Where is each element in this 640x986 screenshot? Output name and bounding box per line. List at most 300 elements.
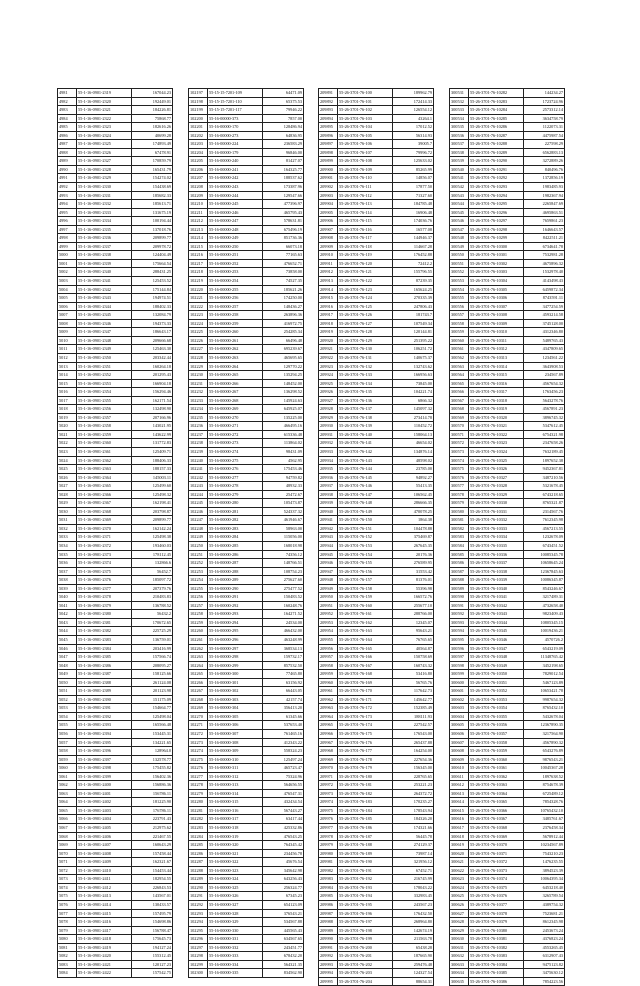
table-row: [319, 858, 434, 867]
row-code-cell: 55-26-3701-76-10296: [469, 208, 524, 217]
row-code-cell: 55-16-00000-280: [208, 499, 263, 508]
table-row: [189, 217, 304, 226]
row-id-cell: 102233: [189, 396, 208, 405]
row-code-cell: 55-26-3701-76-10323: [469, 439, 524, 448]
row-amount-cell: 175664.54: [132, 259, 173, 268]
row-amount-cell: 110452.72: [393, 422, 434, 431]
row-amount-cell: 174893.49: [132, 140, 173, 149]
row-amount-cell: 9475123.82: [524, 960, 565, 969]
table-row: [450, 943, 565, 952]
row-id-cell: 5004: [58, 285, 77, 294]
row-code-cell: 55-16-00000-321: [208, 849, 263, 858]
table-block-1: [57, 88, 169, 978]
row-id-cell: 5007: [58, 311, 77, 320]
row-amount-cell: 132084.79: [132, 311, 173, 320]
row-id-cell: 5046: [58, 644, 77, 653]
row-amount-cell: 128486.94: [263, 123, 304, 132]
table-row: [319, 627, 434, 636]
row-code-cell: 55-26-3701-76-10351: [469, 678, 524, 687]
row-id-cell: 4997: [58, 225, 77, 234]
row-amount-cell: 432434.54: [263, 798, 304, 807]
row-id-cell: 102218: [189, 268, 208, 277]
row-amount-cell: 3487210.56: [524, 473, 565, 482]
row-code-cell: 55-26-3701-76-10358: [469, 738, 524, 747]
row-amount-cell: 158064.13: [393, 430, 434, 439]
row-id-cell: 300542: [450, 183, 469, 192]
row-code-cell: 55-26-3701-76-145: [338, 473, 393, 482]
row-code-cell: 55-26-3701-76-176: [338, 738, 393, 747]
table-row: [450, 516, 565, 525]
table-row: [189, 413, 304, 422]
row-amount-cell: 170672.65: [132, 618, 173, 627]
row-code-cell: 55-26-3701-76-138: [338, 413, 393, 422]
table-row: [58, 302, 173, 311]
row-id-cell: 5027: [58, 482, 77, 491]
row-id-cell: 102259: [189, 618, 208, 627]
table-row: [319, 524, 434, 533]
row-code-cell: 55-26-3701-76-10363: [469, 781, 524, 790]
row-id-cell: 300627: [450, 909, 469, 918]
row-amount-cell: 181225.90: [132, 798, 173, 807]
row-id-cell: 5084: [58, 969, 77, 978]
table-row: [58, 892, 173, 901]
row-amount-cell: 10805345.15: [524, 618, 565, 627]
row-id-cell: 209956: [319, 644, 338, 653]
row-code-cell: 55-16-00000-275: [208, 456, 263, 465]
row-amount-cell: 172414.33: [393, 97, 434, 106]
table-row: [450, 97, 565, 106]
row-code-cell: 55-1-16-0901-2353: [77, 379, 132, 388]
row-id-cell: 300603: [450, 704, 469, 713]
row-code-cell: 55-26-3701-76-153: [338, 541, 393, 550]
table-row: [319, 405, 434, 414]
row-amount-cell: 3452198.65: [524, 661, 565, 670]
row-code-cell: 55-26-3701-76-10354: [469, 704, 524, 713]
row-id-cell: 209937: [319, 482, 338, 491]
row-amount-cell: 564321.35: [263, 960, 304, 969]
table-row: [450, 883, 565, 892]
table-row: [319, 422, 434, 431]
row-id-cell: 300540: [450, 165, 469, 174]
table-row: [319, 721, 434, 730]
row-amount-cell: 273414.78: [393, 413, 434, 422]
row-id-cell: 209993: [319, 960, 338, 969]
row-amount-cell: 558324.23: [263, 747, 304, 756]
data-table: [57, 88, 173, 978]
row-amount-cell: 81427.07: [263, 157, 304, 166]
row-code-cell: 55-1-16-0901-2358: [77, 422, 132, 431]
row-id-cell: 5068: [58, 832, 77, 841]
row-id-cell: 102299: [189, 960, 208, 969]
row-id-cell: 102292: [189, 900, 208, 909]
row-id-cell: 102201: [189, 123, 208, 132]
row-code-cell: 55-26-3701-76-149: [338, 507, 393, 516]
row-code-cell: 55-26-3701-76-117: [338, 234, 393, 243]
row-code-cell: 55-26-3701-76-10376: [469, 892, 524, 901]
row-id-cell: 5006: [58, 302, 77, 311]
row-amount-cell: 67345.23: [263, 892, 304, 901]
row-code-cell: 55-1-16-0901-2333: [77, 208, 132, 217]
row-code-cell: 55-26-3701-76-10287: [469, 131, 524, 140]
row-amount-cell: 153445.31: [132, 730, 173, 739]
row-id-cell: 5000: [58, 251, 77, 260]
row-id-cell: 209967: [319, 738, 338, 747]
row-id-cell: 300584: [450, 541, 469, 550]
row-amount-cell: 376543.21: [263, 909, 304, 918]
row-id-cell: 209923: [319, 362, 338, 371]
row-id-cell: 5066: [58, 815, 77, 824]
table-row: [189, 456, 304, 465]
row-id-cell: 102252: [189, 559, 208, 568]
row-code-cell: 55-16-00000-335: [208, 969, 263, 978]
row-id-cell: 300581: [450, 516, 469, 525]
row-id-cell: 300559: [450, 328, 469, 337]
table-row: [58, 858, 173, 867]
row-code-cell: 55-16-00000-241: [208, 165, 263, 174]
row-code-cell: 55-26-3701-76-189: [338, 849, 393, 858]
table-row: [58, 593, 173, 602]
row-id-cell: 102296: [189, 935, 208, 944]
table-row: [319, 268, 434, 277]
row-amount-cell: 81376.01: [393, 576, 434, 585]
row-code-cell: 55-16-00000-326: [208, 892, 263, 901]
table-row: [189, 610, 304, 619]
row-code-cell: 55-16-00000-302: [208, 687, 263, 696]
table-row: [450, 730, 565, 739]
row-code-cell: 55-1-16-0901-2373: [77, 550, 132, 559]
table-row: [319, 969, 434, 978]
table-row: [189, 225, 304, 234]
row-amount-cell: 412343.22: [263, 738, 304, 747]
table-row: [319, 388, 434, 397]
row-code-cell: 55-1-16-0901-2409: [77, 858, 132, 867]
row-id-cell: 102298: [189, 952, 208, 961]
row-code-cell: 55-26-3701-76-10322: [469, 430, 524, 439]
table-row: [58, 541, 173, 550]
row-id-cell: 102274: [189, 747, 208, 756]
row-amount-cell: 157542.75: [132, 969, 173, 978]
row-amount-cell: 23785.00: [393, 465, 434, 474]
row-id-cell: 209964: [319, 712, 338, 721]
row-code-cell: 55-26-3701-76-10315: [469, 371, 524, 380]
row-amount-cell: 1122073.31: [524, 123, 565, 132]
row-amount-cell: 476543.25: [263, 832, 304, 841]
row-amount-cell: 201295.43: [132, 371, 173, 380]
table-row: [450, 704, 565, 713]
row-amount-cell: 524337.32: [263, 507, 304, 516]
row-code-cell: 55-1-16-0901-2351: [77, 362, 132, 371]
row-code-cell: 55-26-3701-76-10303: [469, 268, 524, 277]
row-code-cell: 55-1-16-0901-2331: [77, 191, 132, 200]
row-amount-cell: 1983485.93: [524, 183, 565, 192]
table-row: [189, 969, 304, 978]
table-row: [450, 764, 565, 773]
table-row: [319, 516, 434, 525]
table-row: [319, 302, 434, 311]
row-amount-cell: 136298.52: [263, 388, 304, 397]
row-code-cell: 55-1-16-0901-2387: [77, 670, 132, 679]
table-row: [58, 328, 173, 337]
row-code-cell: 55-26-3701-76-10308: [469, 311, 524, 320]
row-code-cell: 55-26-3701-76-10311: [469, 336, 524, 345]
table-row: [189, 618, 304, 627]
row-id-cell: 5029: [58, 499, 77, 508]
row-id-cell: 102269: [189, 704, 208, 713]
table-row: [319, 841, 434, 850]
row-id-cell: 300570: [450, 422, 469, 431]
table-row: [319, 960, 434, 969]
row-amount-cell: 10019436.21: [524, 627, 565, 636]
row-id-cell: 102283: [189, 824, 208, 833]
row-code-cell: 55-1-16-0901-2398: [77, 764, 132, 773]
row-amount-cell: 154453.44: [132, 866, 173, 875]
row-amount-cell: 131675.19: [132, 208, 173, 217]
row-id-cell: 209929: [319, 413, 338, 422]
row-amount-cell: 74356.12: [263, 550, 304, 559]
row-code-cell: 55-1-16-0901-2345: [77, 311, 132, 320]
row-id-cell: 300596: [450, 644, 469, 653]
row-code-cell: 55-26-3701-76-191: [338, 866, 393, 875]
row-amount-cell: 166572.76: [393, 593, 434, 602]
row-amount-cell: 14856.07: [393, 174, 434, 183]
row-id-cell: 5045: [58, 636, 77, 645]
row-code-cell: 55-26-3701-76-122: [338, 277, 393, 286]
row-code-cell: 55-26-3701-76-10352: [469, 687, 524, 696]
row-id-cell: 102223: [189, 311, 208, 320]
row-id-cell: 5030: [58, 507, 77, 516]
row-amount-cell: 126554.12: [393, 106, 434, 115]
table-row: [450, 123, 565, 132]
row-amount-cell: 73858.00: [263, 268, 304, 277]
row-amount-cell: 155796.55: [393, 268, 434, 277]
row-code-cell: 55-16-00000-281: [208, 507, 263, 516]
table-row: [450, 952, 565, 961]
row-amount-cell: 6453218.40: [524, 883, 565, 892]
row-amount-cell: 4570726.2: [524, 636, 565, 645]
table-row: [189, 935, 304, 944]
row-amount-cell: 3265789.54: [524, 892, 565, 901]
row-amount-cell: 465695.65: [263, 353, 304, 362]
table-row: [319, 259, 434, 268]
row-id-cell: 209984: [319, 883, 338, 892]
row-code-cell: 55-26-3701-76-10282: [469, 89, 524, 98]
row-amount-cell: 165431.79: [132, 165, 173, 174]
row-amount-cell: 56314.93: [393, 131, 434, 140]
row-id-cell: 300601: [450, 687, 469, 696]
row-amount-cell: 6543219.09: [524, 644, 565, 653]
table-row: [319, 97, 434, 106]
row-id-cell: 4984: [58, 114, 77, 123]
table-row: [319, 918, 434, 927]
table-row: [189, 371, 304, 380]
table-row: [189, 430, 304, 439]
row-code-cell: 55-26-3701-76-139: [338, 422, 393, 431]
row-code-cell: 55-16-00000-295: [208, 627, 263, 636]
row-amount-cell: 10658645.24: [524, 559, 565, 568]
row-id-cell: 4991: [58, 174, 77, 183]
row-code-cell: 55-26-3701-76-179: [338, 764, 393, 773]
table-row: [58, 618, 173, 627]
row-code-cell: 55-1-16-0901-2343: [77, 294, 132, 303]
table-row: [319, 191, 434, 200]
row-code-cell: 55-26-3701-76-10301: [469, 251, 524, 260]
row-id-cell: 300618: [450, 832, 469, 841]
table-row: [450, 798, 565, 807]
row-code-cell: 55-1-16-0901-2366: [77, 490, 132, 499]
table-row: [189, 584, 304, 593]
row-id-cell: 4982: [58, 97, 77, 106]
row-id-cell: 102268: [189, 695, 208, 704]
row-amount-cell: 368534.13: [263, 644, 304, 653]
table-row: [319, 328, 434, 337]
row-id-cell: 209978: [319, 832, 338, 841]
row-code-cell: 55-16-00000-324: [208, 875, 263, 884]
row-id-cell: 209902: [319, 183, 338, 192]
row-code-cell: 55-26-3701-76-10325: [469, 456, 524, 465]
row-id-cell: 300600: [450, 678, 469, 687]
row-id-cell: 209933: [319, 447, 338, 456]
table-row: [189, 764, 304, 773]
row-id-cell: 102209: [189, 191, 208, 200]
table-row: [450, 165, 565, 174]
row-amount-cell: 131772.83: [132, 439, 173, 448]
row-amount-cell: 4312346.80: [524, 328, 565, 337]
table-row: [450, 191, 565, 200]
row-code-cell: 55-16-00000-267: [208, 388, 263, 397]
row-amount-cell: 840496.76: [524, 165, 565, 174]
table-row: [319, 507, 434, 516]
row-code-cell: 55-26-3701-76-10285: [469, 114, 524, 123]
row-code-cell: 55-16-00000-288: [208, 567, 263, 576]
row-code-cell: 55-26-3701-76-10334: [469, 533, 524, 542]
row-amount-cell: 71327.60: [393, 191, 434, 200]
row-code-cell: 55-26-3701-76-143: [338, 456, 393, 465]
row-code-cell: 55-26-3701-76-160: [338, 601, 393, 610]
table-row: [189, 277, 304, 286]
row-amount-cell: 211563.78: [393, 935, 434, 944]
row-amount-cell: 1476235.55: [524, 858, 565, 867]
row-amount-cell: 10085345.78: [524, 550, 565, 559]
table-row: [450, 610, 565, 619]
row-amount-cell: 145003.11: [132, 473, 173, 482]
row-amount-cell: 578631.81: [263, 217, 304, 226]
row-amount-cell: 276589.95: [393, 559, 434, 568]
row-code-cell: 55-1-16-0901-2412: [77, 883, 132, 892]
table-row: [58, 918, 173, 927]
row-id-cell: 209962: [319, 695, 338, 704]
table-row: [450, 601, 565, 610]
row-code-cell: 55-1-16-0901-2406: [77, 832, 132, 841]
row-id-cell: 300595: [450, 636, 469, 645]
table-row: [189, 174, 304, 183]
row-id-cell: 102232: [189, 388, 208, 397]
row-code-cell: 55-26-3701-76-187: [338, 832, 393, 841]
table-row: [319, 174, 434, 183]
table-row: [319, 140, 434, 149]
row-code-cell: 55-1-16-0901-2396: [77, 747, 132, 756]
row-id-cell: 209895: [319, 123, 338, 132]
row-amount-cell: 152385.49: [393, 704, 434, 713]
row-amount-cell: 132578.77: [132, 755, 173, 764]
row-code-cell: 55-16-00000-248: [208, 225, 263, 234]
row-amount-cell: 61345.66: [263, 712, 304, 721]
row-amount-cell: 160264.18: [132, 362, 173, 371]
row-id-cell: 300629: [450, 926, 469, 935]
row-code-cell: 55-16-00000-277: [208, 473, 263, 482]
row-amount-cell: 160643.29: [132, 841, 173, 850]
row-id-cell: 5043: [58, 618, 77, 627]
row-id-cell: 300632: [450, 952, 469, 961]
row-amount-cell: 159732.17: [263, 653, 304, 662]
row-code-cell: 55-26-3701-76-146: [338, 482, 393, 491]
row-amount-cell: 66443.05: [263, 687, 304, 696]
table-row: [189, 670, 304, 679]
row-code-cell: 55-26-3701-76-123: [338, 285, 393, 294]
row-id-cell: 300541: [450, 174, 469, 183]
row-id-cell: 209915: [319, 294, 338, 303]
table-row: [450, 738, 565, 747]
row-amount-cell: 645925.07: [263, 405, 304, 414]
row-amount-cell: 265437.88: [393, 738, 434, 747]
row-code-cell: 55-1-16-0901-2352: [77, 371, 132, 380]
row-code-cell: 55-1-16-0901-2404: [77, 815, 132, 824]
table-row: [58, 747, 173, 756]
table-row: [189, 636, 304, 645]
row-amount-cell: 466432.00: [263, 627, 304, 636]
row-amount-cell: 94892.27: [393, 473, 434, 482]
table-row: [450, 567, 565, 576]
table-row: [319, 849, 434, 858]
table-row: [189, 319, 304, 328]
row-amount-cell: 1897652.38: [524, 456, 565, 465]
row-amount-cell: 7857.00: [263, 114, 304, 123]
row-amount-cell: 17877.50: [393, 183, 434, 192]
row-id-cell: 102267: [189, 687, 208, 696]
table-row: [319, 456, 434, 465]
row-code-cell: 55-26-3701-76-10292: [469, 174, 524, 183]
row-id-cell: 102228: [189, 353, 208, 362]
row-id-cell: 209991: [319, 943, 338, 952]
row-amount-cell: 9876543.21: [524, 755, 565, 764]
row-code-cell: 55-26-3701-76-165: [338, 644, 393, 653]
row-amount-cell: 43264.1: [393, 114, 434, 123]
row-id-cell: 209908: [319, 234, 338, 243]
table-row: [450, 439, 565, 448]
row-id-cell: 209904: [319, 200, 338, 209]
table-row: [450, 507, 565, 516]
table-row: [450, 140, 565, 149]
row-code-cell: 55-16-00000-309: [208, 747, 263, 756]
row-code-cell: 55-26-3701-76-10300: [469, 242, 524, 251]
row-code-cell: 55-1-16-0901-2374: [77, 559, 132, 568]
row-amount-cell: 162142.24: [132, 524, 173, 533]
row-amount-cell: 189962.79: [393, 89, 434, 98]
row-code-cell: 55-26-3701-76-10302: [469, 259, 524, 268]
row-code-cell: 55-26-3701-76-133: [338, 371, 393, 380]
table-row: [319, 345, 434, 354]
row-code-cell: 55-26-3701-76-104: [338, 123, 393, 132]
row-amount-cell: 477396.97: [263, 200, 304, 209]
row-id-cell: 102236: [189, 422, 208, 431]
row-code-cell: 55-26-3701-76-10361: [469, 764, 524, 773]
table-row: [319, 661, 434, 670]
row-amount-cell: 58963.00: [263, 524, 304, 533]
row-amount-cell: 254285.34: [263, 328, 304, 337]
row-id-cell: 102221: [189, 294, 208, 303]
table-row: [319, 353, 434, 362]
row-amount-cell: 17012.52: [393, 123, 434, 132]
row-id-cell: 5052: [58, 695, 77, 704]
